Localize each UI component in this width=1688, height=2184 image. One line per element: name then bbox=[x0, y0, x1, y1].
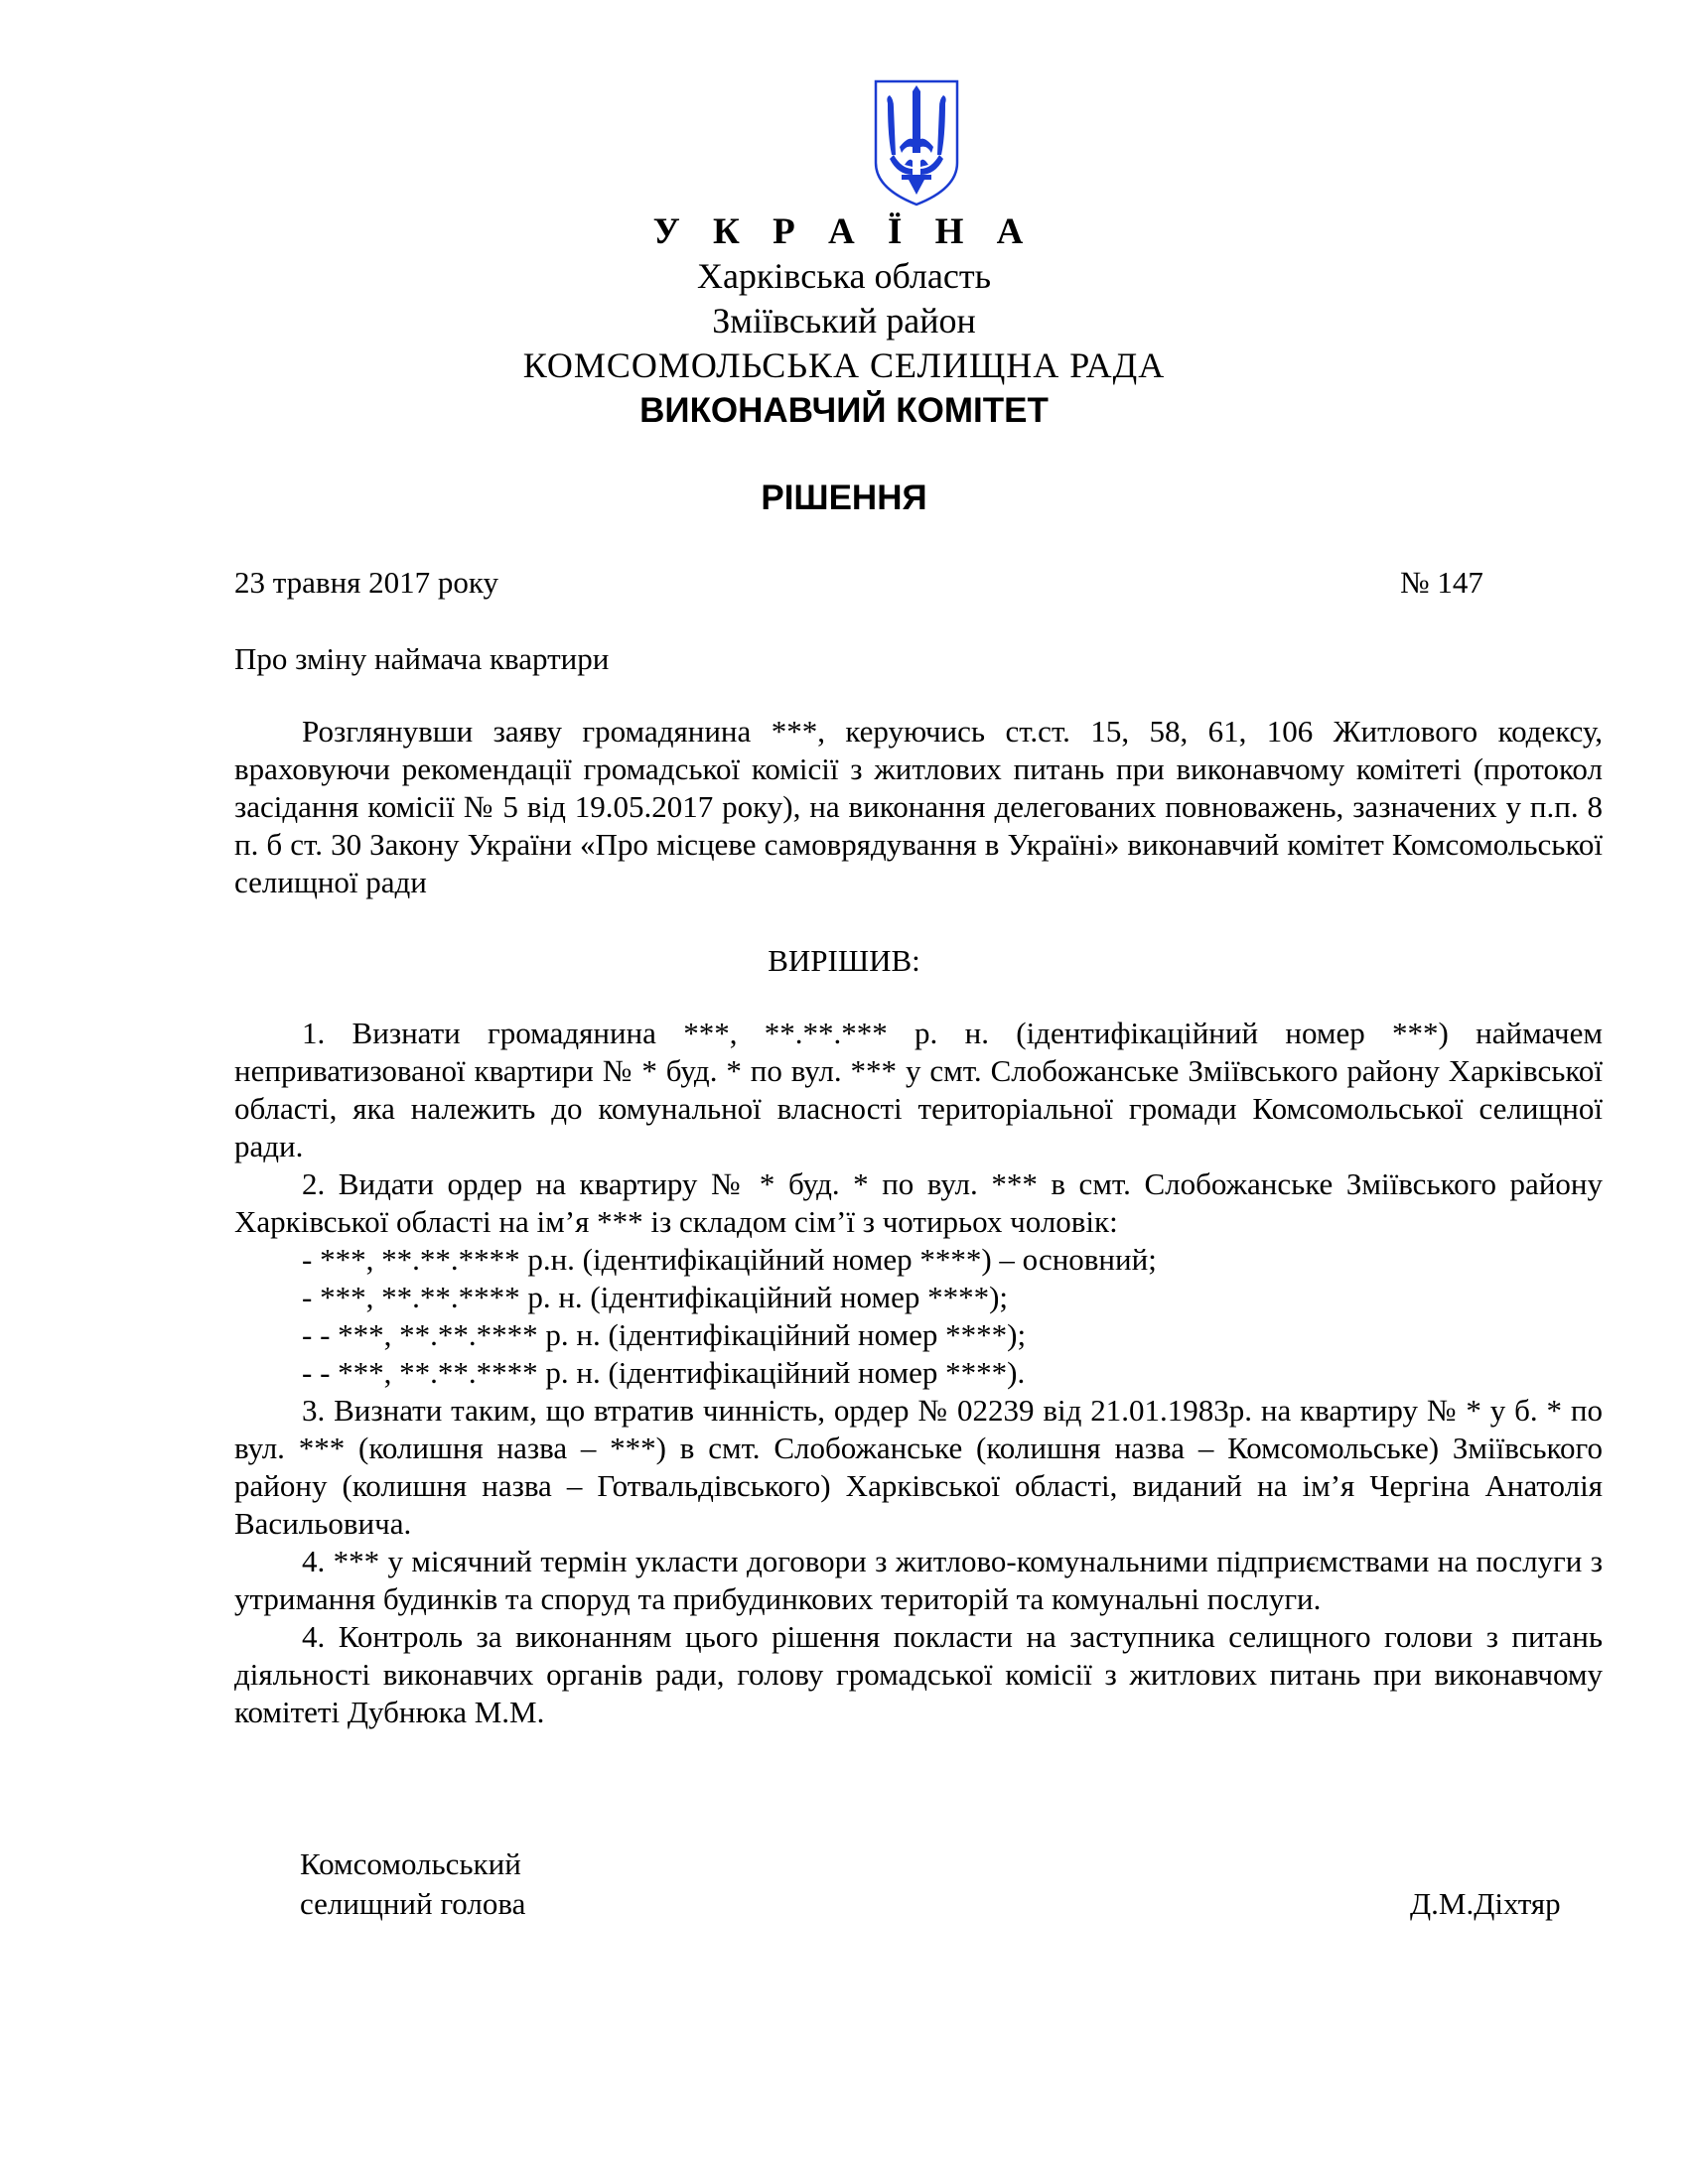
decision-items bbox=[234, 1015, 1603, 1731]
decision-item-4a: 4. *** у місячний термін укласти договори з житлово-комунальними підприємствами на послуги з утримання будинків та споруд та прибудинкових територій та комунальні послуги. bbox=[234, 1544, 1603, 1616]
signatory-title-line-1: Комсомольський bbox=[300, 1846, 521, 1881]
document-type-title: РІШЕННЯ bbox=[761, 478, 927, 517]
oblast-name: Харківська область bbox=[696, 256, 992, 296]
decision-number: № 147 bbox=[1400, 565, 1483, 600]
decision-item-1: 1. Визнати громадянина ***, **.**.*** р. н. (ідентифікаційний номер ***) наймачем неприватизованої квартири № * буд. * по вул. *** у смт. Слобожанське Зміївського району Харківської області, яка належить до комунальної власності територіальної громади Комсомольської селищної ради. bbox=[234, 1016, 1603, 1163]
decision-item-4b: 4. Контроль за виконанням цього рішення покласти на заступника селищного голови з питань діяльності виконавчих органів ради, голову громадської комісії з житлових питань при виконавчому комітеті Дубнюка М.М. bbox=[234, 1619, 1603, 1729]
signatory-title bbox=[300, 1844, 525, 1924]
council-name: КОМСОМОЛЬСЬКА СЕЛИЩНА РАДА bbox=[522, 345, 1166, 385]
committee-name: ВИКОНАВЧИЙ КОМІТЕТ bbox=[639, 391, 1049, 430]
signatory-title-line-2: селищний голова bbox=[300, 1886, 526, 1921]
family-member: - - ***, **.**.**** р. н. (ідентифікаційний номер ****); bbox=[302, 1317, 1027, 1352]
signatory-name: Д.М.Діхтяр bbox=[1410, 1886, 1561, 1921]
decision-date: 23 травня 2017 року bbox=[234, 565, 499, 600]
decision-item-3: 3. Визнати таким, що втратив чинність, ордер № 02239 від 21.01.1983р. на квартиру № * у б. * по вул. *** (колишня назва – ***) в смт. Слобожанське (колишня назва – Комсомольське) Зміївського району (колишня назва – Готвальдівського) Харківської області, виданий на ім’я Чергіна Анатолія Васильовича. bbox=[234, 1393, 1603, 1541]
country-name: У К Р А Ї Н А bbox=[652, 211, 1036, 252]
decided-heading: ВИРІШИВ: bbox=[768, 943, 920, 978]
raion-name: Зміївський район bbox=[712, 301, 976, 341]
preamble-paragraph bbox=[234, 713, 1603, 901]
preamble-text: Розглянувши заяву громадянина ***, керуючись ст.ст. 15, 58, 61, 106 Житлового кодексу, враховуючи рекомендації громадської комісії з житлових питань при виконавчому комітеті (протокол засідання комісії № 5 від 19.05.2017 року), на виконання делегованих повноважень, зазначених у п.п. 8 п. б ст. 30 Закону України «Про місцеве самоврядування в Україні» виконавчий комітет Комсомольської селищної ради bbox=[234, 714, 1603, 899]
decision-item-2: 2. Видати ордер на квартиру № * буд. * по вул. *** в смт. Слобожанське Зміївського району Харківської області на ім’я *** із складом сім’ї з чотирьох чоловік: bbox=[234, 1166, 1603, 1239]
family-member: - ***, **.**.**** р. н. (ідентифікаційний номер ****); bbox=[302, 1280, 1009, 1314]
family-member: - - ***, **.**.**** р. н. (ідентифікаційний номер ****). bbox=[302, 1355, 1026, 1390]
trident-coat-of-arms-icon bbox=[872, 77, 961, 208]
decision-subject: Про зміну наймача квартири bbox=[234, 641, 610, 676]
family-member: - ***, **.**.**** р.н. (ідентифікаційний номер ****) – основний; bbox=[302, 1242, 1157, 1277]
